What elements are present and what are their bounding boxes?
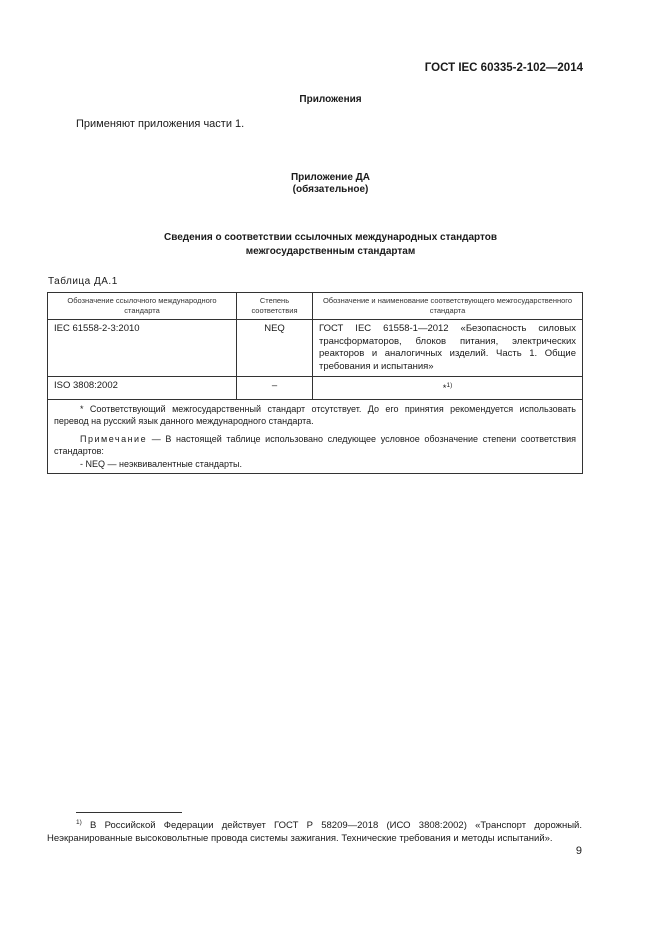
footnote-ref: 1) xyxy=(446,382,453,389)
page-footnote xyxy=(47,816,582,845)
cell-degree: NEQ xyxy=(237,320,313,377)
cell-reference: IEC 61558-2-3:2010 xyxy=(48,320,237,377)
star-footnote: * Соответствующий межгосударственный стандарт отсутствует. До его принятия рекомендуется использовать перевод на русский язык данного международного стандарта. xyxy=(54,403,576,427)
annexes-text: Применяют приложения части 1. xyxy=(76,118,245,130)
table-notes xyxy=(48,399,583,474)
cell-reference: ISO 3808:2002 xyxy=(48,377,237,400)
table-row xyxy=(48,377,583,400)
note-item: - NEQ — неэквивалентные стандарты. xyxy=(80,458,242,469)
header-degree: Степень соответствия xyxy=(237,293,313,320)
correspondence-table xyxy=(47,292,583,474)
header-interstate-standard: Обозначение и наименование соответствующего межгосударственного стандарта xyxy=(313,293,583,320)
annex-da-subtitle: (обязательное) xyxy=(292,184,369,195)
cell-standard-name: ГОСТ IEC 61558-1—2012 «Безопасность силовых трансформаторов, блоков питания, электрических реакторов и аналогичных изделий. Часть 1. Общие требования и испытания» xyxy=(313,320,583,377)
note-text: — В настоящей таблице использовано следующее условное обозначение степени соответствия стандартов: xyxy=(54,433,576,457)
document-code: ГОСТ IEC 60335-2-102—2014 xyxy=(424,62,583,74)
cell-degree: – xyxy=(237,377,313,400)
annex-da-title: Приложение ДА xyxy=(290,172,371,183)
cell-standard-name xyxy=(313,377,583,400)
table-note xyxy=(54,433,576,458)
star-mark: * xyxy=(442,383,447,395)
footnote-divider xyxy=(76,812,182,813)
annex-heading-line2: межгосударственным стандартам xyxy=(245,246,416,257)
table-caption: Таблица ДА.1 xyxy=(48,276,118,287)
table-notes-row xyxy=(48,399,583,474)
table-header-row xyxy=(48,293,583,320)
table-row xyxy=(48,320,583,377)
note-label: Примечание xyxy=(80,433,148,444)
header-reference-standard: Обозначение ссылочного международного стандарта xyxy=(48,293,237,320)
page-number: 9 xyxy=(575,845,582,857)
annexes-title: Приложения xyxy=(299,94,362,105)
footnote-text: В Российской Федерации действует ГОСТ Р 58209—2018 (ИСО 3808:2002) «Транспорт дорожный. Неэкранированные высоковольтные провода системы зажигания. Технические требования и методы испытаний». xyxy=(47,820,582,845)
annex-heading-line1: Сведения о соответствии ссылочных международных стандартов xyxy=(163,232,498,243)
footnote-marker: 1) xyxy=(76,819,82,826)
